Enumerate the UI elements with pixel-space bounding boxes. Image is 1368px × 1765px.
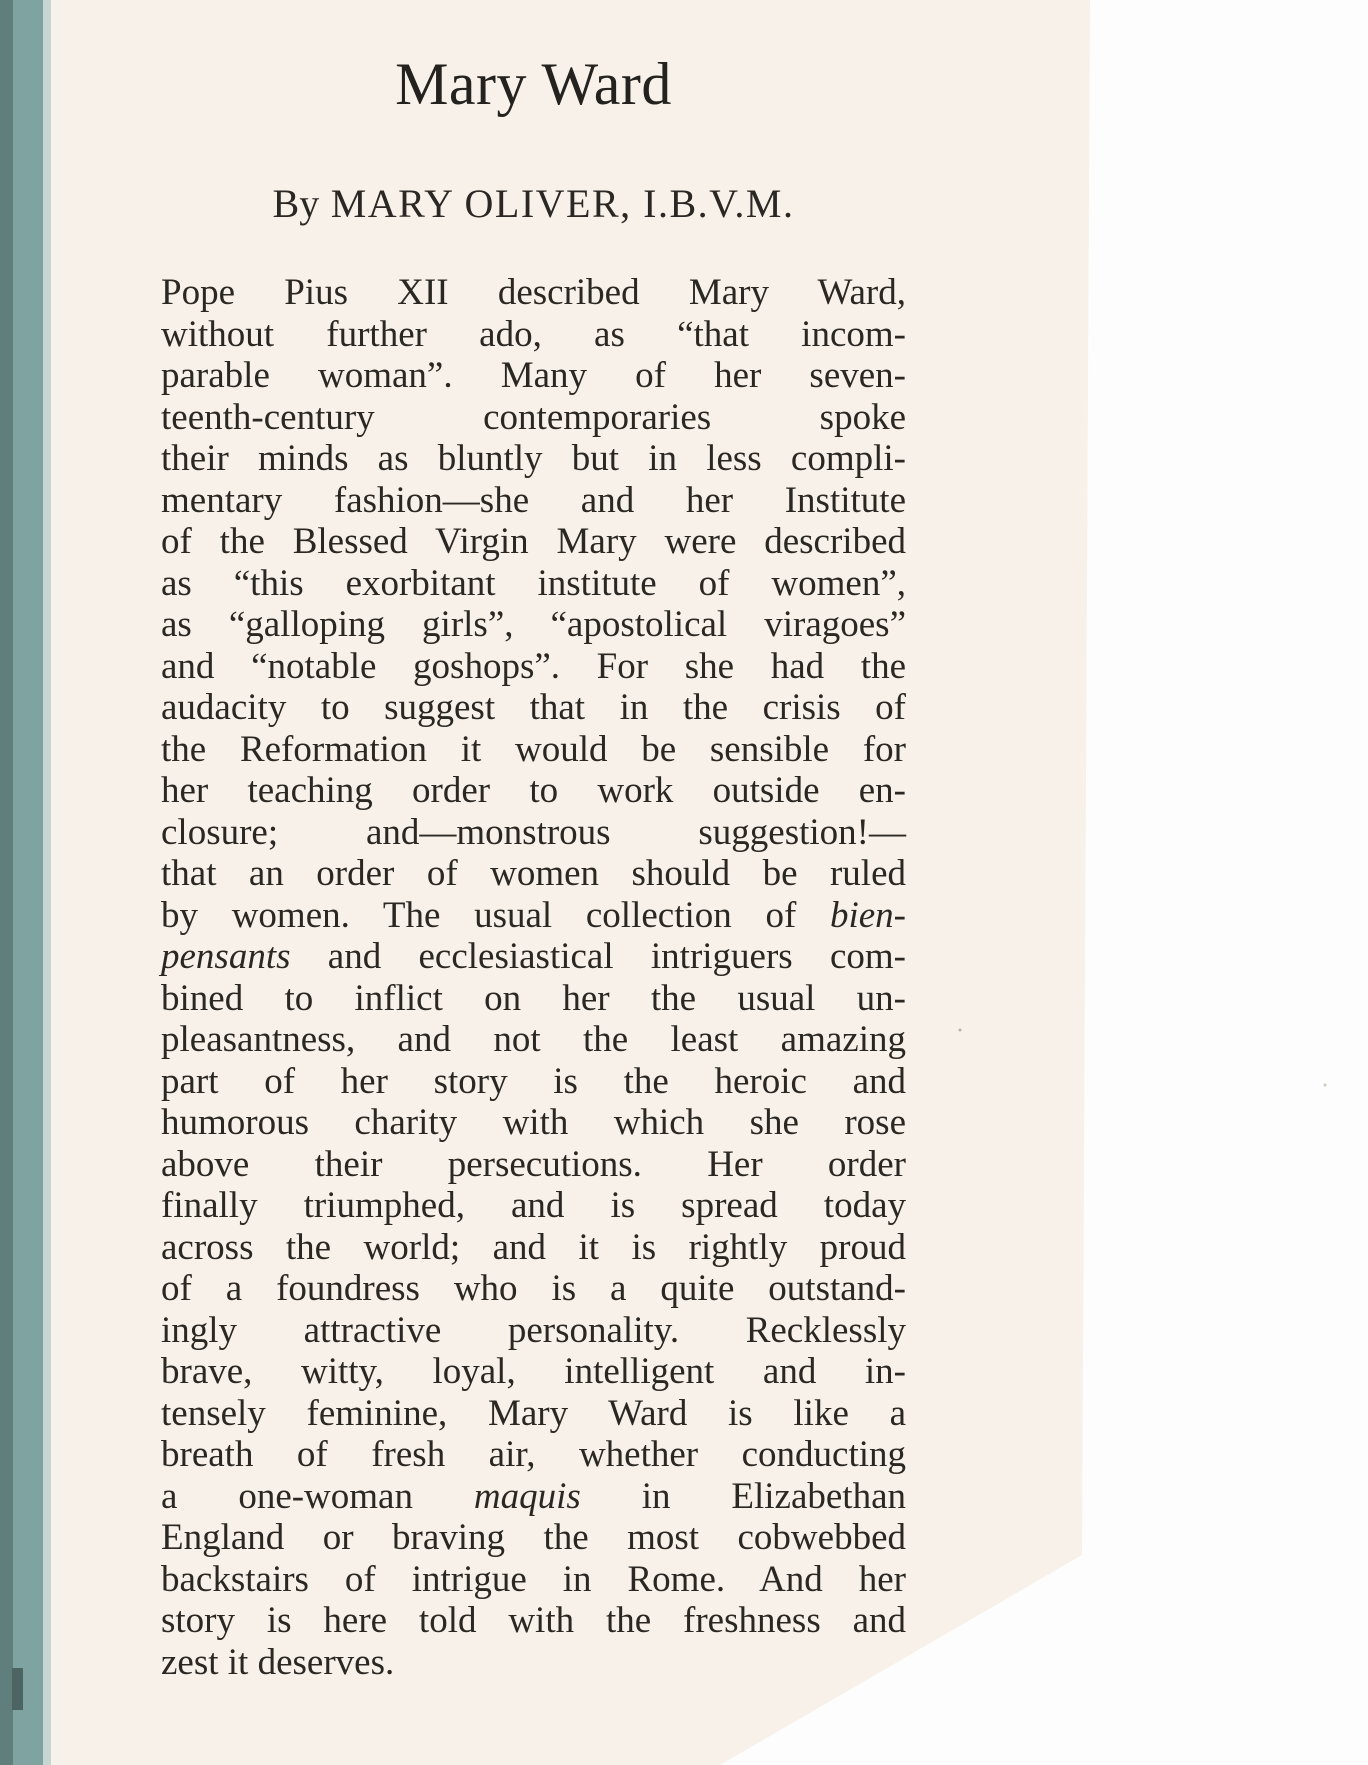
body-line: above their persecutions. Her order bbox=[161, 1143, 906, 1185]
body-line: as “galloping girls”, “apostolical viragoes” bbox=[161, 604, 906, 645]
line-text: and ecclesiastical intriguers com- bbox=[290, 936, 906, 977]
body-line: humorous charity with which she rose bbox=[161, 1102, 906, 1143]
paper-speck bbox=[1324, 1084, 1327, 1087]
byline-prefix: By bbox=[272, 181, 320, 226]
spine-highlight bbox=[43, 0, 51, 1765]
body-line: of a foundress who is a quite outstand- bbox=[161, 1268, 906, 1309]
paper-speck bbox=[959, 1029, 962, 1032]
body-line: the Reformation it would be sensible for bbox=[161, 728, 906, 770]
body-line: part of her story is the heroic and bbox=[161, 1060, 906, 1102]
body-line: across the world; and it is rightly proud bbox=[161, 1226, 906, 1268]
line-text: by women. The usual collection of bbox=[161, 894, 830, 936]
body-line: tensely feminine, Mary Ward is like a bbox=[161, 1392, 906, 1434]
body-line: finally triumphed, and is spread today bbox=[161, 1185, 906, 1226]
body-line: backstairs of intrigue in Rome. And her bbox=[161, 1558, 906, 1600]
body-line: pleasantness, and not the least amazing bbox=[161, 1019, 906, 1060]
body-line: parable woman”. Many of her seven- bbox=[161, 355, 906, 396]
italic-term: bien- bbox=[829, 894, 906, 936]
body-line: as “this exorbitant institute of women”, bbox=[161, 562, 906, 604]
body-line: brave, witty, loyal, intelligent and in- bbox=[161, 1351, 906, 1392]
body-line: without further ado, as “that incom- bbox=[161, 313, 906, 355]
spine-edge bbox=[0, 0, 13, 1765]
body-line: closure; and—monstrous suggestion!— bbox=[161, 811, 906, 853]
body-line: England or braving the most cobwebbed bbox=[161, 1517, 906, 1558]
byline bbox=[161, 180, 906, 228]
body-line: bined to inflict on her the usual un- bbox=[161, 977, 906, 1019]
body-line: Pope Pius XII described Mary Ward, bbox=[161, 272, 906, 313]
body-line: audacity to suggest that in the crisis of bbox=[161, 687, 906, 728]
body-line: their minds as bluntly but in less compli- bbox=[161, 438, 906, 479]
italic-term: pensants bbox=[161, 936, 291, 977]
body-line: ingly attractive personality. Recklessly bbox=[161, 1309, 906, 1351]
article bbox=[161, 48, 906, 1683]
body-line bbox=[161, 895, 906, 937]
byline-author: MARY OLIVER, I.B.V.M. bbox=[330, 181, 795, 226]
italic-term: maquis bbox=[473, 1475, 581, 1517]
body-line: teenth-century contemporaries spoke bbox=[161, 396, 906, 438]
body-line bbox=[161, 1476, 906, 1518]
line-text: in Elizabethan bbox=[580, 1475, 906, 1517]
body-line: that an order of women should be ruled bbox=[161, 853, 906, 894]
body-line: and “notable goshops”. For she had the bbox=[161, 645, 906, 687]
body-line bbox=[161, 936, 906, 978]
body-line: her teaching order to work outside en- bbox=[161, 770, 906, 811]
spine-band bbox=[13, 0, 43, 1765]
body-line: mentary fashion—she and her Institute bbox=[161, 479, 906, 521]
body-line: of the Blessed Virgin Mary were described bbox=[161, 521, 906, 562]
spine-mark bbox=[12, 1668, 23, 1710]
article-body bbox=[161, 272, 906, 1683]
body-line: zest it deserves. bbox=[161, 1641, 395, 1683]
body-line: breath of fresh air, whether conducting bbox=[161, 1434, 906, 1475]
line-text: a one-woman bbox=[161, 1475, 474, 1517]
body-line: story is here told with the freshness and bbox=[161, 1600, 906, 1641]
article-title: Mary Ward bbox=[395, 51, 672, 117]
